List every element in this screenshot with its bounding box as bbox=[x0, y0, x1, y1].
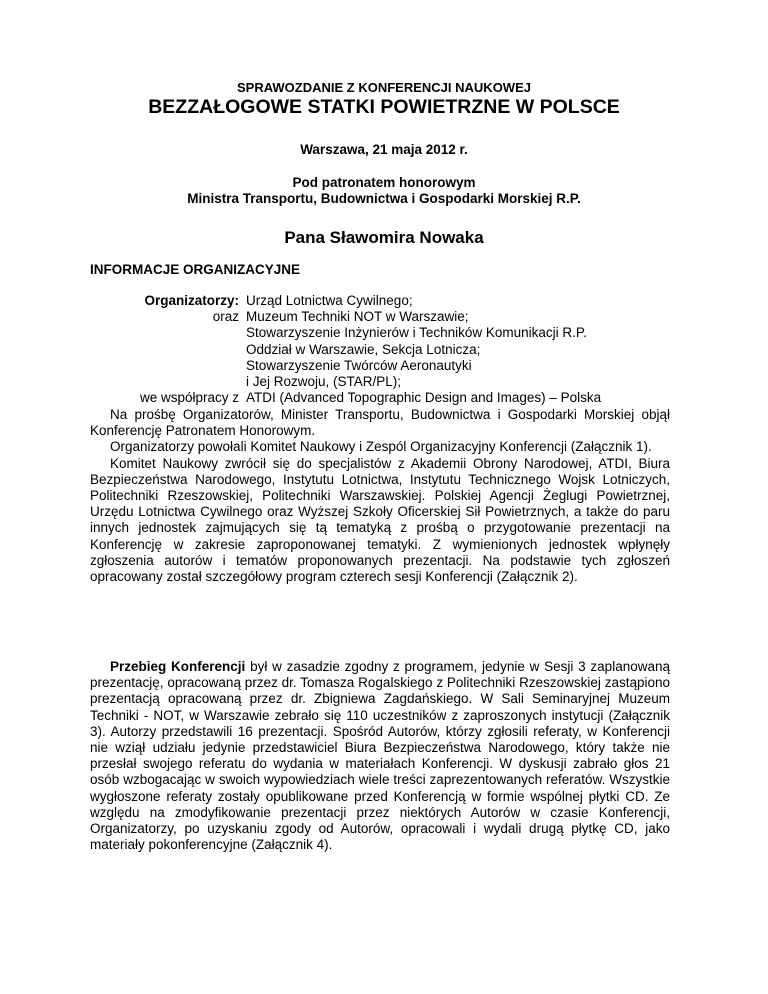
report-title: BEZZAŁOGOWE STATKI POWIETRZNE W POLSCE bbox=[148, 96, 620, 118]
report-date: Warszawa, 21 maja 2012 r. bbox=[300, 142, 468, 157]
report-subtitle: SPRAWOZDANIE Z KONFERENCJI NAUKOWEJ bbox=[237, 80, 531, 95]
organizers-coop-value: ATDI (Advanced Topographic Design and Images) – Polska bbox=[246, 390, 602, 406]
patronage-line-1: Pod patronatem honorowym bbox=[292, 175, 476, 190]
organizers-and-row bbox=[90, 309, 690, 325]
paragraph: Organizatorzy powołali Komitet Naukowy i Zespól Organizacyjny Konferencji (Załącznik 1). bbox=[110, 439, 652, 455]
paragraph: Komitet Naukowy zwrócił się do specjalistów z Akademii Obrony Narodowej, ATDI, Biura Bezpieczeństwa Narodowego, Instytutu Lotnictwa, Instytutu Technicznego Wojsk Lotniczych, Politechniki Rzeszowskiej, Politechniki Warszawskiej. Polskiej Agencji Żeglugi Powietrznej, Urzędu Lotnictwa Cywilnego oraz Wyższej Szkoły Oficerskiej Sił Powietrznych, a także do paru innych jednostek zajmujących się tą tematyką z prośbą o przygotowanie prezentacji na Konferencję w zakresie zaproponowanej tematyki. Z wymienionych jednostek wpłynęły zgłoszenia autorów i tematów proponowanych prezentacji. Na podstawie tych zgłoszeń opracowany został szczegółowy program czterech sesji Konferencji (Załącznik 2). bbox=[90, 455, 670, 585]
progress-section bbox=[90, 659, 670, 853]
organizers-main-row bbox=[90, 293, 690, 309]
progress-lead: Przebieg Konferencji bbox=[110, 659, 246, 674]
organizers-block bbox=[90, 293, 690, 406]
info-paragraphs bbox=[90, 407, 670, 585]
patronage-line-2: Ministra Transportu, Budownictwa i Gospodarki Morskiej R.P. bbox=[187, 191, 581, 206]
paragraph: Na prośbę Organizatorów, Minister Transportu, Budownictwa i Gospodarki Morskiej objął Konferencję Patronatem Honorowym. bbox=[90, 407, 670, 439]
progress-text: był w zasadzie zgodny z programem, jedynie w Sesji 3 zaplanowaną prezentację, opracowaną przez dr. Tomasza Rogalskiego z Politechniki Rzeszowskiej zastąpiono prezentacją opracowaną przez dr. Zbigniewa Zagdańskiego. W Sali Seminaryjnej Muzeum Techniki - NOT, w Warszawie zebrało się 110 uczestników z zaproszonych instytucji (Załącznik 3). Autorzy przedstawili 16 prezentacji. Spośród Autorów, którzy zgłosili referaty, w Konferencji nie wziął udziału jedynie przedstawiciel Biura Bezpieczeństwa Narodowego, który także nie przesłał swojego referatu do wydania w materiałach Konferencji. W dyskusji zabrało głos 21 osób wzbogacając w swoich wypowiedziach wiele treści zaprezentowanych referatów. Wszystkie wygłoszone referaty zostały opublikowane przed Konferencją w formie wspólnej płytki CD. Ze względu na zmodyfikowanie prezentacji przez niektórych Autorów w czasie Konferencji, Organizatorzy, po uzyskaniu zgody od Autorów, opracowali i wydali drugą płytkę CD, jako materiały pokonferencyjne (Załącznik 4). bbox=[90, 659, 670, 853]
progress-paragraph bbox=[90, 659, 670, 853]
organizers-label: Organizatorzy: bbox=[144, 293, 239, 308]
patron-name: Pana Sławomira Nowaka bbox=[284, 228, 484, 247]
organizers-and-line: Oddział w Warszawie, Sekcja Lotnicza; bbox=[246, 341, 481, 357]
organizers-coop-label: we współpracy z bbox=[139, 390, 239, 406]
organizers-and-line: i Jej Rozwoju, (STAR/PL); bbox=[246, 374, 402, 390]
section-heading: INFORMACJE ORGANIZACYJNE bbox=[90, 262, 301, 277]
organizers-and-line: Stowarzyszenie Inżynierów i Techników Komunikacji R.P. bbox=[246, 325, 587, 341]
organizers-and-value: Muzeum Techniki NOT w Warszawie; bbox=[246, 309, 469, 325]
organizers-main-value: Urząd Lotnictwa Cywilnego; bbox=[246, 293, 413, 308]
organizers-coop-row bbox=[90, 390, 690, 406]
organizers-and-line: Stowarzyszenie Twórców Aeronautyki bbox=[246, 357, 472, 373]
organizers-and-label: oraz bbox=[212, 309, 239, 325]
